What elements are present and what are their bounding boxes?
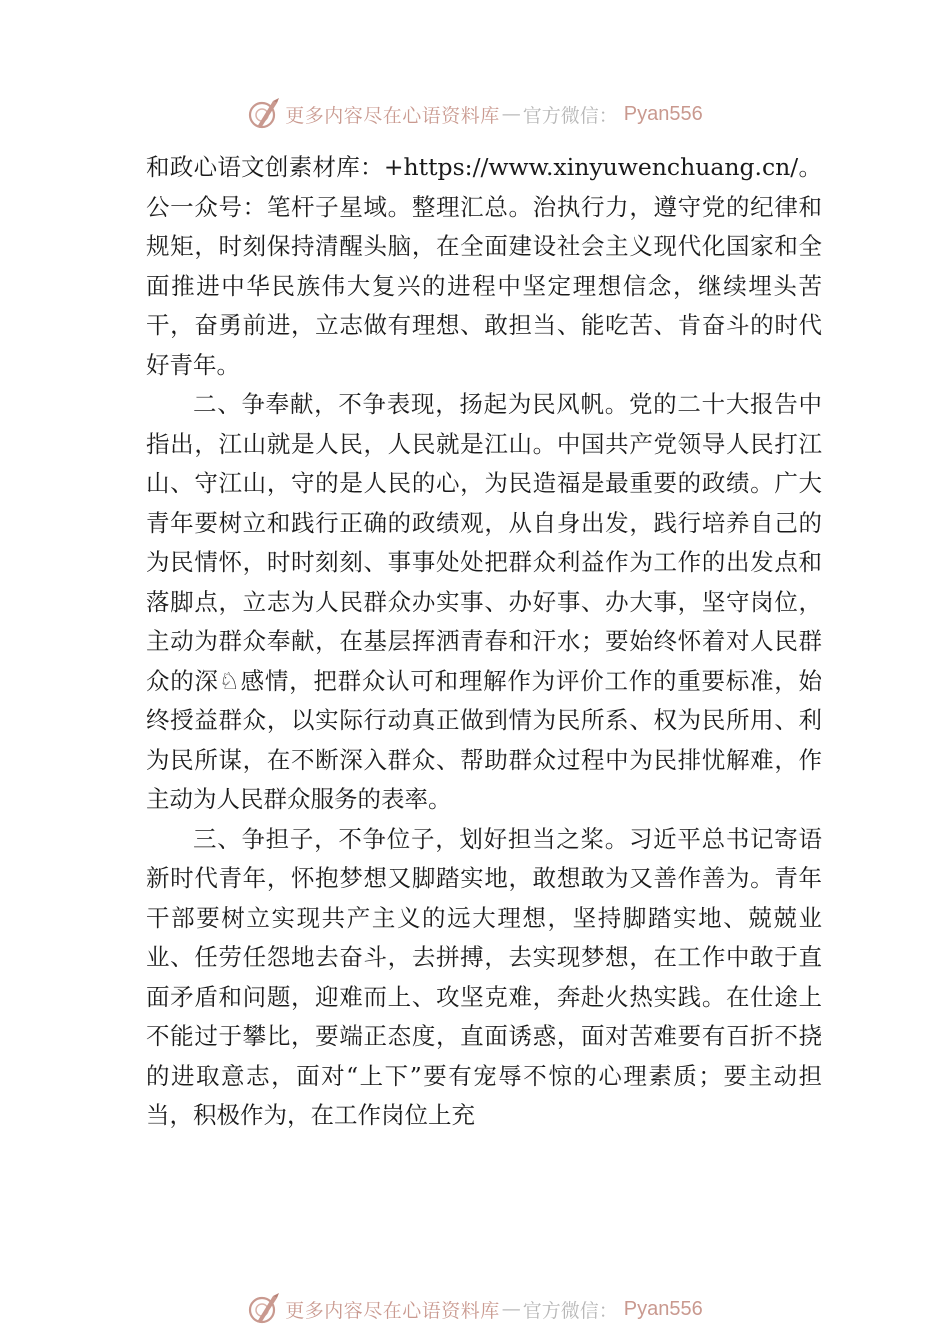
paragraph-section-three: 三、争担子，不争位子，划好担当之桨。习近平总书记寄语新时代青年，怀抱梦想又脚踏实地，敢想敢为又善作善为。青年干部要树立实现共产主义的远大理想，坚持脚踏实地、兢兢业业、任劳任怨地去奋斗，去拼搏，去实现梦想，在工作中敢于直面矛盾和问题，迎难而上、攻坚克难，奔赴火热实践。在仕途上不能过于攀比，要端正态度，直面诱惑，面对苦难要有百折不挠的进取意志，面对“上下”要有宠辱不惊的心理素质；要主动担当，积极作为，在工作岗位上充 — [146, 824, 822, 1129]
paragraph-intro: 和政心语文创素材库：+https://www.xinyuwenchuang.cn/。公一众号：笔杆子星域。整理汇总。治执行力，遵守党的纪律和规矩，时刻保持清醒头脑，在全面建设社会主义现代化国家和全面推进中华民族伟大复兴的进程中坚定理想信念，继续埋头苦干，奋勇前进，立志做有理想、敢担当、能吃苦、肯奋斗的时代好青年。 — [146, 153, 822, 379]
footer-wechat-id: Pyan556 — [623, 1297, 703, 1320]
footer-wechat-label: 官方微信： — [522, 1299, 618, 1322]
quill-seal-icon — [247, 1292, 281, 1326]
footer-dash: — — [501, 1298, 521, 1320]
footer-slogan: 更多内容尽在心语资料库 — [285, 1299, 500, 1322]
footer-banner — [0, 1289, 950, 1329]
header-dash: — — [501, 103, 521, 125]
quill-seal-icon — [247, 97, 281, 131]
paragraph-section-two: 二、争奉献，不争表现，扬起为民风帆。党的二十大报告中指出，江山就是人民，人民就是江山。中国共产党领导人民打江山、守江山，守的是人民的心，为民造福是最重要的政绩。广大青年要树立和践行正确的政绩观，从自身出发，践行培养自己的为民情怀，时时刻刻、事事处处把群众利益作为工作的出发点和落脚点，立志为人民群众办实事、办好事、办大事，坚守岗位，主动为群众奉献，在基层挥洒青春和汗水；要始终怀着对人民群众的深♘感情，把群众认可和理解作为评价工作的重要标准，始终授益群众，以实际行动真正做到情为民所系、权为民所用、利为民所谋，在不断深入群众、帮助群众过程中为民排忧解难，作主动为人民群众服务的表率。 — [146, 390, 822, 813]
header-wechat-id: Pyan556 — [623, 102, 703, 125]
header-slogan: 更多内容尽在心语资料库 — [285, 104, 500, 127]
header-wechat-label: 官方微信： — [522, 104, 618, 127]
header-banner — [0, 94, 950, 134]
document-body — [146, 148, 822, 1136]
